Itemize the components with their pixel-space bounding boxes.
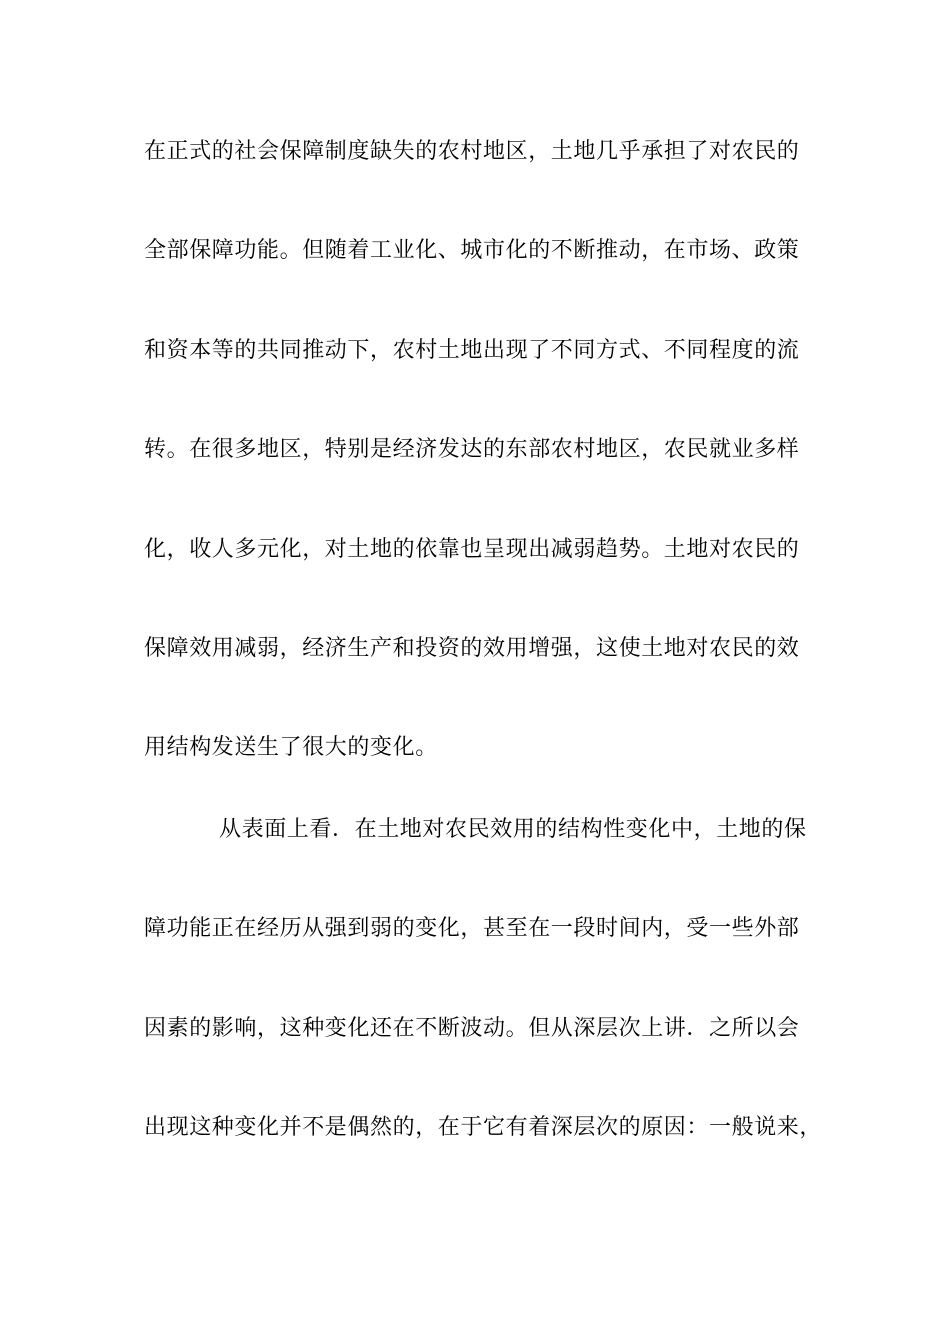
text-line: 因素的影响，这种变化还在不断波动。但从深层次上讲．之所以会 — [144, 1016, 800, 1041]
text-line: 化，收人多元化，对土地的依靠也呈现出减弱趋势。土地对农民的 — [144, 537, 800, 562]
text-line: 在正式的社会保障制度缺失的农村地区，土地几乎承担了对农民的 — [144, 139, 800, 164]
paragraph-first-line: 从表面上看．在土地对农民效用的结构性变化中，土地的保 — [219, 817, 807, 842]
text-line: 和资本等的共同推动下，农村土地出现了不同方式、不同程度的流 — [144, 338, 800, 363]
text-line: 转。在很多地区，特别是经济发达的东部农村地区，农民就业多样 — [144, 437, 800, 462]
text-line: 障功能正在经历从强到弱的变化，甚至在一段时间内，受一些外部 — [144, 916, 800, 941]
text-line: 用结构发送生了很大的变化。 — [144, 735, 438, 760]
text-line: 出现这种变化并不是偶然的，在于它有着深层次的原因：一般说来， — [144, 1115, 823, 1140]
text-line: 全部保障功能。但随着工业化、城市化的不断推动，在市场、政策 — [144, 238, 800, 263]
text-line: 保障效用减弱，经济生产和投资的效用增强，这使土地对农民的效 — [144, 636, 800, 661]
